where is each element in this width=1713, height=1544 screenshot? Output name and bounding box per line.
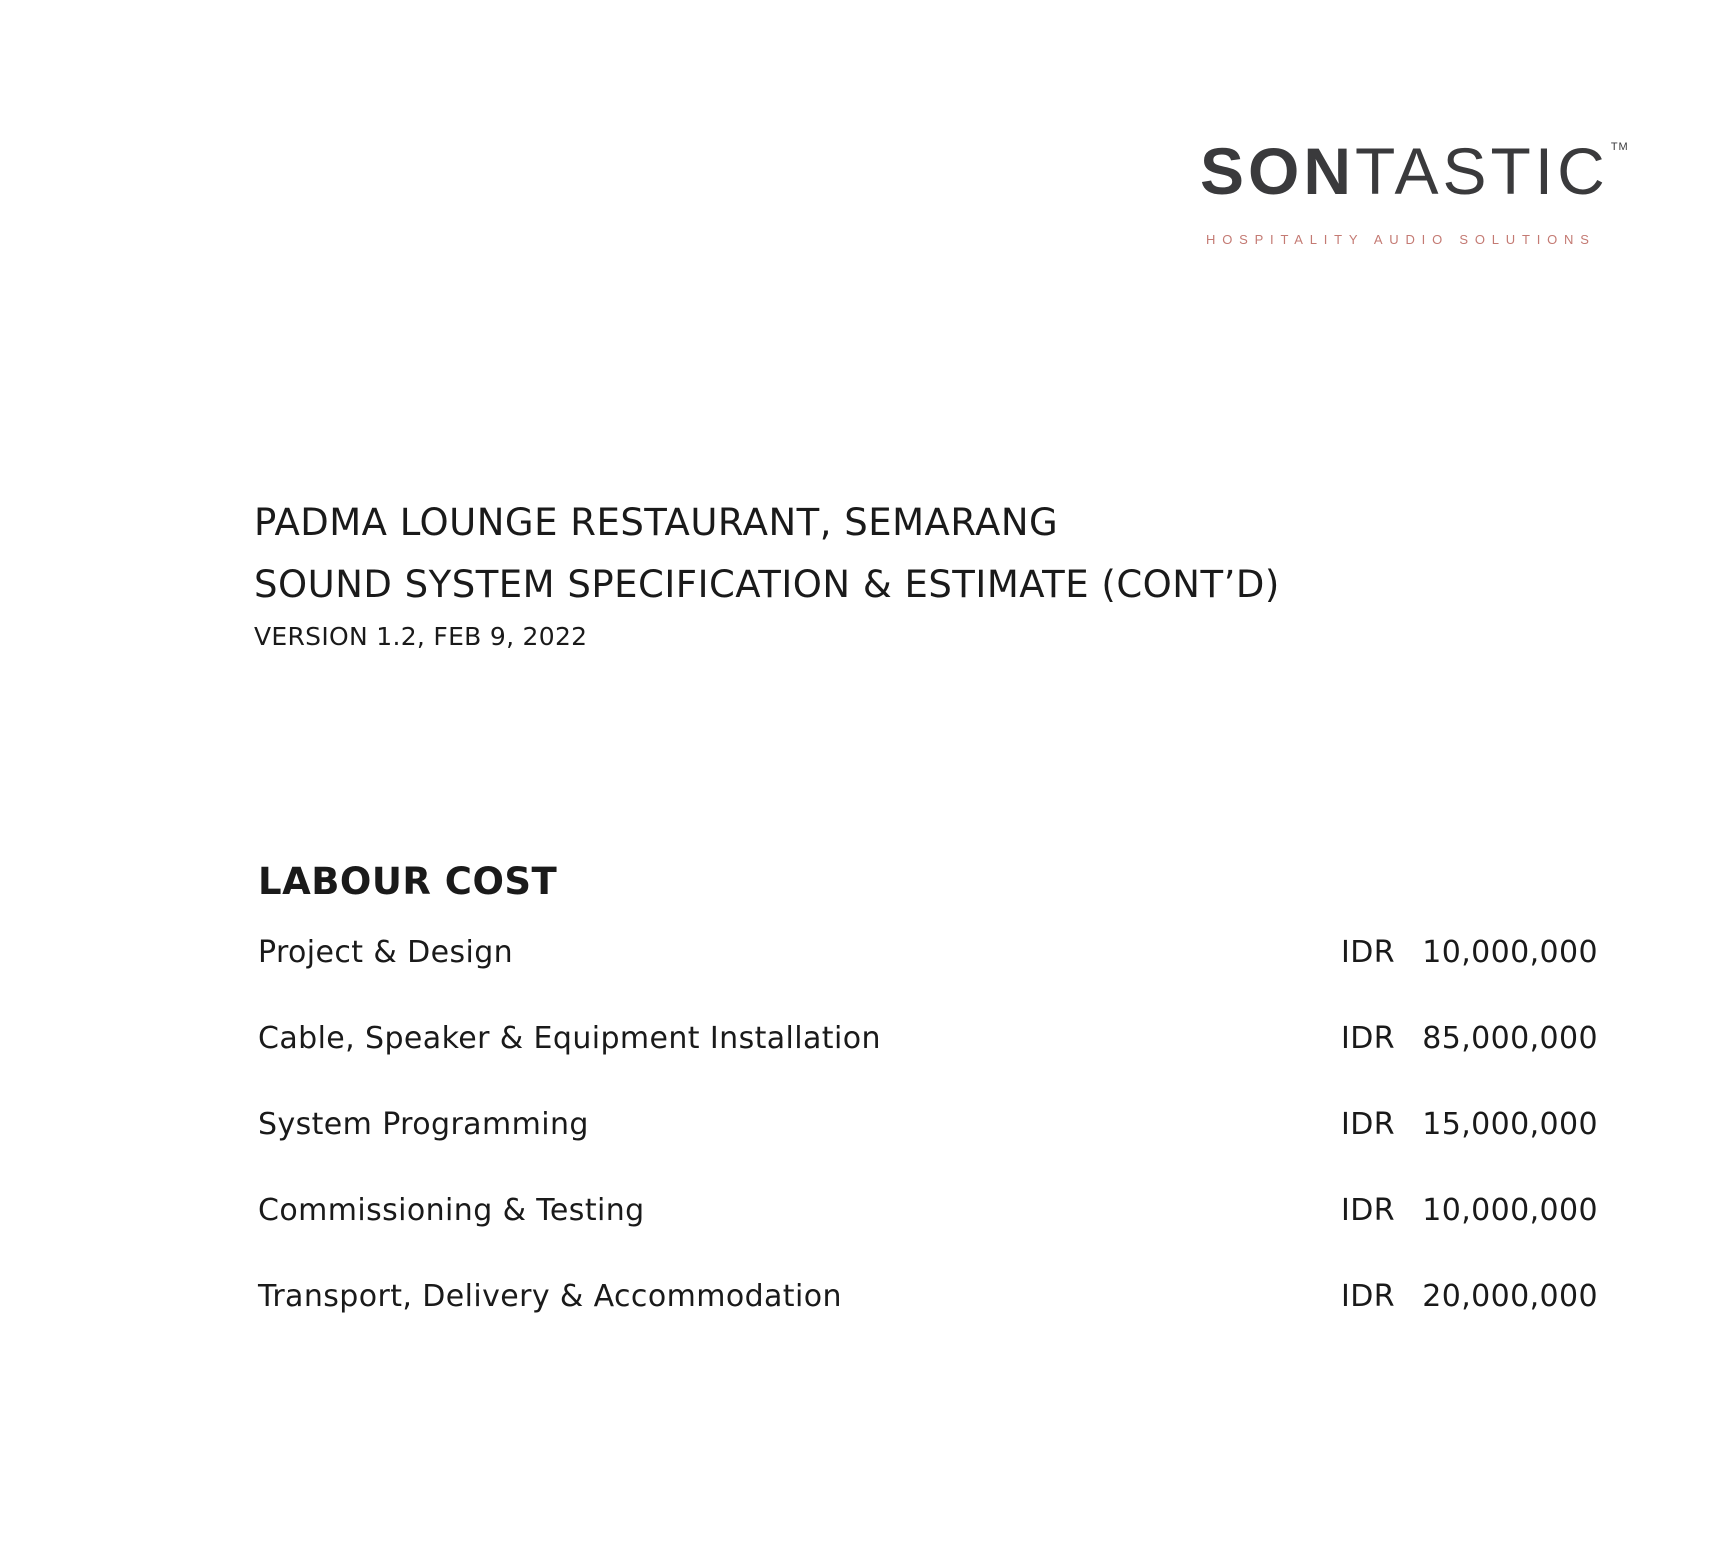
- brand-name-light: TASTIC: [1355, 134, 1609, 208]
- cost-item-amount: 10,000,000: [1422, 1193, 1598, 1228]
- cost-item-currency: IDR: [1341, 1107, 1395, 1142]
- document-title: SOUND SYSTEM SPECIFICATION & ESTIMATE (CONT’D): [254, 563, 1280, 606]
- section-title: LABOUR COST: [258, 860, 558, 903]
- cost-item-currency: IDR: [1341, 1193, 1395, 1228]
- cost-item-label: Transport, Delivery & Accommodation: [258, 1279, 842, 1314]
- cost-item-currency: IDR: [1341, 1021, 1395, 1056]
- cost-item-amount: 10,000,000: [1422, 935, 1598, 970]
- document-header: [254, 492, 1280, 651]
- cost-row-commissioning: [258, 1193, 1598, 1279]
- brand-name-bold: SON: [1200, 134, 1356, 208]
- cost-item-label: Project & Design: [258, 935, 514, 970]
- cost-row-transport: [258, 1279, 1598, 1365]
- version-line: VERSION 1.2, FEB 9, 2022: [254, 622, 588, 651]
- brand-wordmark: [1200, 134, 1640, 224]
- cost-item-label: System Programming: [258, 1107, 589, 1142]
- cost-item-currency: IDR: [1341, 935, 1395, 970]
- brand-tagline: HOSPITALITY AUDIO SOLUTIONS: [1206, 232, 1596, 247]
- cost-row-programming: [258, 1107, 1598, 1193]
- cost-row-installation: [258, 1021, 1598, 1107]
- cost-item-label: Cable, Speaker & Equipment Installation: [258, 1021, 881, 1056]
- cost-item-amount: 85,000,000: [1422, 1021, 1598, 1056]
- brand-logo: [1200, 134, 1640, 247]
- labour-cost-section: [258, 860, 1598, 1365]
- cost-item-amount: 15,000,000: [1422, 1107, 1598, 1142]
- cost-item-label: Commissioning & Testing: [258, 1193, 645, 1228]
- cost-item-currency: IDR: [1341, 1279, 1395, 1314]
- cost-item-amount: 20,000,000: [1422, 1279, 1598, 1314]
- cost-row-project-design: [258, 935, 1598, 1021]
- project-title: PADMA LOUNGE RESTAURANT, SEMARANG: [254, 501, 1059, 544]
- trademark-symbol: TM: [1610, 141, 1629, 153]
